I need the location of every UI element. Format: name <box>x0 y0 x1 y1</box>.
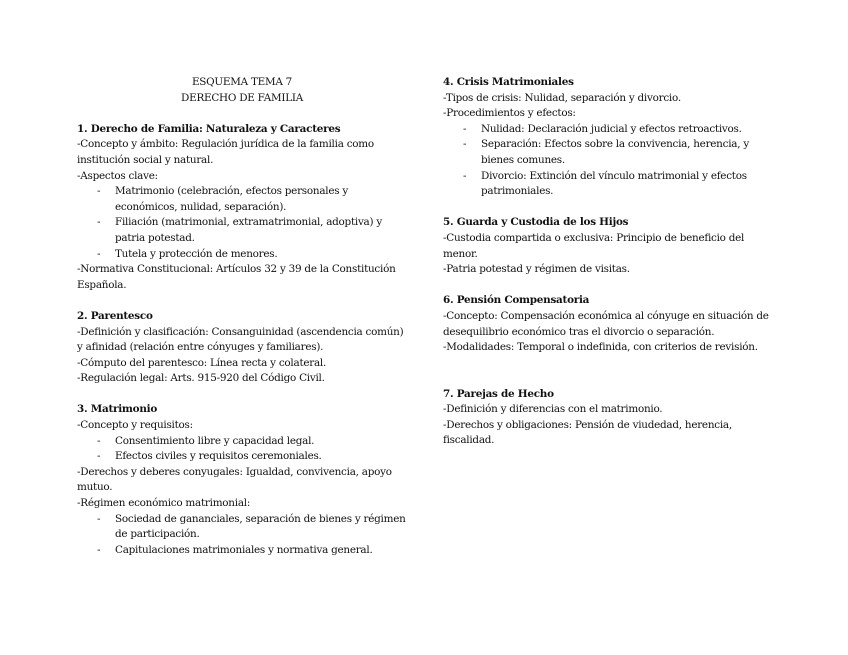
section-line: -Procedimientos y efectos: <box>443 107 576 120</box>
section-heading: 2. Parentesco <box>77 309 153 322</box>
bullet-item: - Tutela y protección de menores. <box>77 247 407 263</box>
bullet-item: - Capitulaciones matrimoniales y normativa general. <box>77 543 407 559</box>
section-line: -Modalidades: Temporal o indefinida, con criterios de revisión. <box>443 341 758 354</box>
bullet-list <box>443 122 773 200</box>
section-1 <box>77 122 407 294</box>
section-line: -Definición y diferencias con el matrimonio. <box>443 403 663 416</box>
section-line: -Régimen económico matrimonial: <box>77 497 251 510</box>
section-heading: 4. Crisis Matrimoniales <box>443 76 574 88</box>
section-4 <box>443 75 773 200</box>
section-heading: 6. Pensión Compensatoria <box>443 294 590 307</box>
bullet-item: - Divorcio: Extinción del vínculo matrimonial y efectos patrimoniales. <box>443 169 773 200</box>
section-line: -Tipos de crisis: Nulidad, separación y divorcio. <box>443 91 681 104</box>
section-line: -Patria potestad y régimen de visitas. <box>443 263 630 276</box>
bullet-item: - Matrimonio (celebración, efectos personales y económicos, nulidad, separación). <box>77 184 407 215</box>
section-line: -Concepto: Compensación económica al cónyuge en situación de desequilibrio económico tras el divorcio o separación. <box>443 309 769 338</box>
bullet-item: - Sociedad de gananciales, separación de bienes y régimen de participación. <box>77 512 407 543</box>
section-heading: 3. Matrimonio <box>77 403 158 416</box>
section-line: -Cómputo del parentesco: Línea recta y colateral. <box>77 356 327 369</box>
title-line-2: DERECHO DE FAMILIA <box>181 91 303 104</box>
section-2 <box>77 309 407 387</box>
bullet-item: - Filiación (matrimonial, extramatrimonial, adoptiva) y patria potestad. <box>77 215 407 246</box>
section-line: -Derechos y obligaciones: Pensión de viudedad, herencia, fiscalidad. <box>443 418 732 447</box>
section-line: -Custodia compartida o exclusiva: Principio de beneficio del menor. <box>443 231 745 260</box>
bullet-list <box>77 434 407 465</box>
section-line: -Derechos y deberes conyugales: Igualdad, convivencia, apoyo mutuo. <box>77 465 392 494</box>
section-line: -Concepto y ámbito: Regulación jurídica de la familia como institución social y natural. <box>77 138 374 166</box>
section-heading: 5. Guarda y Custodia de los Hijos <box>443 216 629 229</box>
bullet-list <box>77 184 407 262</box>
section-line: -Definición y clasificación: Consanguinidad (ascendencia común) y afinidad (relación entre cónyuges y familiares). <box>77 325 404 354</box>
bullet-item: - Efectos civiles y requisitos ceremoniales. <box>77 449 407 465</box>
section-line: -Normativa Constitucional: Artículos 32 y 39 de la Constitución Española. <box>77 263 396 291</box>
section-7 <box>443 387 773 449</box>
bullet-list <box>77 512 407 559</box>
document-title <box>77 75 407 106</box>
bullet-item: - Nulidad: Declaración judicial y efectos retroactivos. <box>443 122 773 138</box>
title-line-1: ESQUEMA TEMA 7 <box>191 76 293 88</box>
section-line: -Aspectos clave: <box>77 169 158 182</box>
section-3 <box>77 402 407 558</box>
section-5 <box>443 215 773 277</box>
left-column <box>77 75 407 558</box>
bullet-item: - Separación: Efectos sobre la convivencia, herencia, y bienes comunes. <box>443 137 773 168</box>
section-heading: 7. Parejas de Hecho <box>443 387 554 400</box>
section-line: -Regulación legal: Arts. 915-920 del Código Civil. <box>77 372 325 385</box>
section-heading: 1. Derecho de Familia: Naturaleza y Caracteres <box>77 122 341 135</box>
right-column <box>443 75 773 449</box>
section-6 <box>443 293 773 355</box>
bullet-item: - Consentimiento libre y capacidad legal. <box>77 434 407 450</box>
section-line: -Concepto y requisitos: <box>77 419 193 432</box>
